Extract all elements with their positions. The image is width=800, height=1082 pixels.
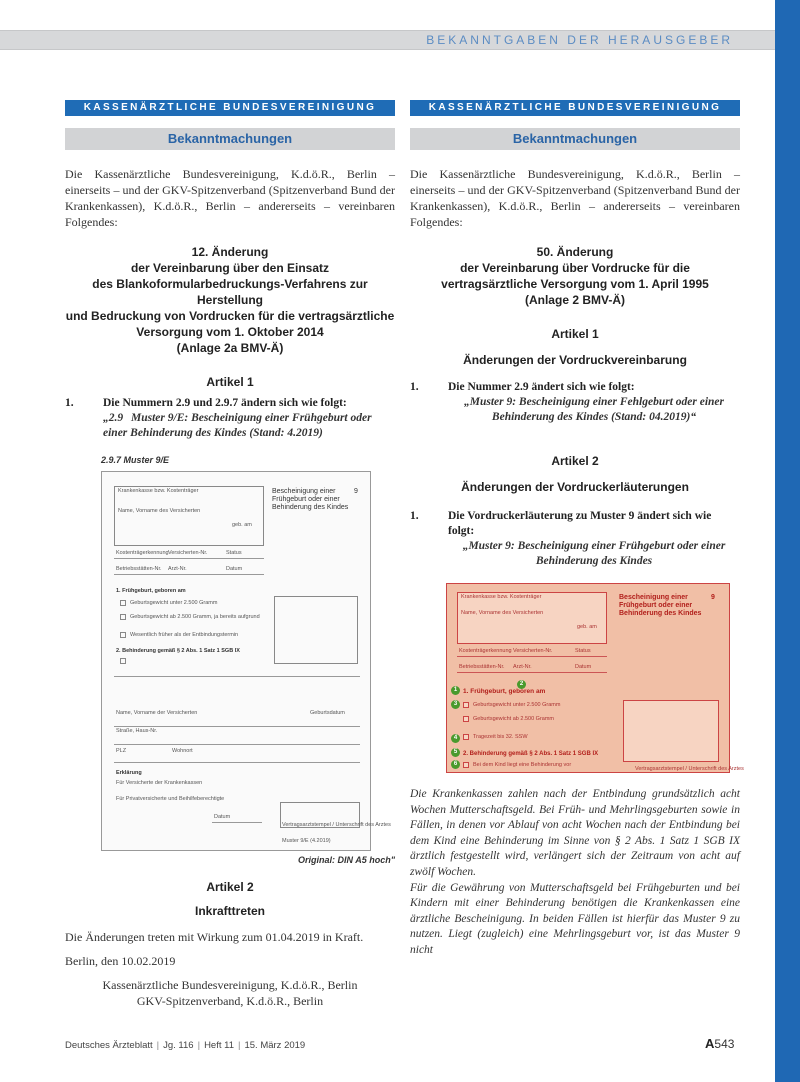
figure-caption: 2.9.7 Muster 9/E	[101, 455, 170, 465]
form-option: Geburtsgewicht unter 2.500 Gramm	[130, 600, 218, 606]
org-header: KASSENÄRZTLICHE BUNDESVEREINIGUNG	[410, 100, 740, 116]
intro-paragraph: Die Kassenärztliche Bundesvereinigung, K.d.ö.R., Berlin – einerseits – und der GKV-Spitzenverband (Spitzenverband Bund der Krankenkassen), K.d.ö.R., Berlin – andererseits – vereinbaren Folgendes:	[410, 167, 740, 229]
form-label: Datum	[226, 566, 243, 572]
form-title: Frühgeburt oder einer	[619, 602, 693, 609]
explanation-paragraph-2: Für die Gewährung von Mutterschaftsgeld bei Frühgeburten und bei Kindern mit einer Behinderung benötigen die Krankenkassen eine ärztliche Bescheinigung. In beiden Fällen ist hierfür das Muster 9 zu nutzen. Liegt (zugleich) eine Mehrlingsgeburt vor, ist das Muster 9 nicht	[410, 881, 740, 956]
stamp-box	[623, 700, 719, 762]
title-line: 12. Änderung	[191, 245, 269, 259]
page-prefix: A	[705, 1036, 715, 1051]
form-section: 2. Behinderung gemäß § 2 Abs. 1 Satz 1 SGB IX	[116, 648, 240, 654]
page-number	[705, 1036, 734, 1051]
title-line: 50. Änderung	[536, 245, 614, 259]
intro-paragraph: Die Kassenärztliche Bundesvereinigung, K.d.ö.R., Berlin – einerseits – und der GKV-Spitzenverband (Spitzenverband Bund der Krankenkassen), K.d.ö.R., Berlin – andererseits – vereinbaren Folgendes:	[65, 167, 395, 229]
form-note: Für Privatversicherte und Beihilfeberechtigte	[116, 796, 225, 802]
page-footer: Deutsches Ärzteblatt | Jg. 116 | Heft 11 | 15. März 2019	[65, 1040, 306, 1051]
title-line: Versorgung vom 1. Oktober 2014	[136, 325, 324, 339]
list-code: „2.9	[103, 412, 124, 424]
divider	[114, 574, 264, 575]
marker-badge: 6	[451, 760, 460, 769]
form-title: Behinderung des Kindes	[619, 610, 702, 617]
form-option: Geburtsgewicht unter 2.500 Gramm	[473, 702, 561, 708]
address-box	[114, 486, 264, 546]
left-column	[65, 100, 395, 1009]
list-subtext: „Muster 9: Bescheinigung einer Frühgeburt oder einer Behinderung des Kindes	[462, 540, 726, 567]
right-column	[410, 100, 744, 959]
list-number: 1.	[65, 397, 74, 409]
section-header-band	[0, 30, 775, 50]
list-item	[410, 380, 740, 425]
checkbox[interactable]	[463, 734, 469, 740]
article-2-title: Inkrafttreten	[194, 904, 265, 918]
form-label: Arzt-Nr.	[168, 566, 187, 572]
form-label: Vertragsarztstempel / Unterschrift des Arztes	[635, 766, 744, 772]
form-label: Krankenkasse bzw. Kostenträger	[461, 594, 542, 600]
form-label: Vertragsarztstempel / Unterschrift des Arztes	[282, 822, 391, 828]
form-title: Frühgeburt oder einer	[272, 496, 340, 503]
form-option: Geburtsgewicht ab 2.500 Gramm	[473, 716, 555, 722]
title-line: der Vereinbarung über Vordrucke für die	[460, 261, 690, 275]
form-label: PLZ	[116, 748, 127, 754]
org-header: KASSENÄRZTLICHE BUNDESVEREINIGUNG	[65, 100, 395, 116]
list-text: Die Nummern 2.9 und 2.9.7 ändern sich wie folgt:	[103, 397, 347, 409]
footer-volume: Jg. 116	[163, 1040, 194, 1051]
kind-header: Bekanntmachungen	[410, 128, 740, 150]
form-option: Bei dem Kind liegt eine Behinderung vor	[473, 762, 572, 768]
article-2-heading: Artikel 2	[206, 880, 254, 894]
stamp-box	[274, 596, 358, 664]
divider	[114, 558, 264, 559]
form-label: Datum	[214, 814, 231, 820]
checkbox[interactable]	[120, 658, 126, 664]
checkbox[interactable]	[120, 614, 126, 620]
footer-date: 15. März 2019	[244, 1040, 306, 1051]
checkbox[interactable]	[463, 716, 469, 722]
form-label: Betriebsstätten-Nr.	[116, 566, 162, 572]
divider	[457, 656, 607, 657]
divider	[457, 672, 607, 673]
marker-badge: 1	[451, 686, 460, 695]
effective-paragraph: Die Änderungen treten mit Wirkung zum 01.04.2019 in Kraft.	[65, 930, 364, 944]
title-line: vertragsärztliche Versorgung vom 1. April 1995	[441, 277, 709, 291]
form-label: Status	[226, 550, 242, 556]
form-label: Krankenkasse bzw. Kostenträger	[118, 488, 199, 494]
divider	[114, 676, 360, 677]
signatory-2: GKV-Spitzenverband, K.d.ö.R., Berlin	[136, 994, 324, 1008]
form-label: Datum	[575, 664, 592, 670]
amendment-title	[410, 244, 740, 308]
form-title: Bescheinigung einer	[619, 594, 688, 601]
list-number: 1.	[410, 510, 419, 522]
explanation-paragraph-1: Die Krankenkassen zahlen nach der Entbindung grundsätzlich acht Wochen Mutterschaftsgeld. Bei Früh- und Mehrlingsgeburten sowie in Fällen, in denen vor Ablauf von acht Wochen nach der Entbindung bei dem Kind eine Behinderung im Sinne von § 2 Abs. 1 Satz 1 SGB IX ärztlich festgestellt wird, verlängert sich der Zeitraum von acht auf zwölf Wochen.	[410, 788, 740, 878]
divider	[114, 744, 360, 745]
form-label: Status	[575, 648, 591, 654]
marker-badge: 4	[451, 734, 460, 743]
form-label: Wohnort	[172, 748, 193, 754]
kind-header: Bekanntmachungen	[65, 128, 395, 150]
title-line: und Bedruckung von Vordrucken für die vertragsärztliche	[65, 309, 395, 323]
list-text: Die Vordruckerläuterung zu Muster 9 ändert sich wie folgt:	[448, 510, 712, 537]
list-item	[65, 396, 395, 441]
form-footnote: Muster 9/E (4.2019)	[282, 838, 331, 844]
original-caption: Original: DIN A5 hoch"	[298, 855, 395, 865]
list-subtext: „Muster 9: Bescheinigung einer Fehlgeburt oder einer Behinderung des Kindes (Stand: 04.2019)“	[463, 396, 725, 423]
form-label: Arzt-Nr.	[513, 664, 532, 670]
list-number: 1.	[410, 381, 419, 393]
form-section: 2. Behinderung gemäß § 2 Abs. 1 Satz 1 SGB IX	[463, 751, 599, 757]
form-label: Name, Vorname des Versicherten	[461, 610, 544, 616]
marker-badge: 2	[517, 680, 526, 689]
page-value: 543	[714, 1037, 735, 1051]
footer-journal: Deutsches Ärzteblatt	[65, 1040, 153, 1051]
section-header: BEKANNTGABEN DER HERAUSGEBER	[426, 33, 733, 47]
form-label: geb. am	[232, 522, 252, 528]
form-label: Versicherten-Nr.	[513, 648, 553, 654]
list-text: Die Nummer 2.9 ändert sich wie folgt:	[448, 381, 635, 393]
form-section: Erklärung	[116, 770, 142, 776]
article-2-title: Änderungen der Vordruckerläuterungen	[461, 480, 689, 494]
form-section: 1. Frühgeburt, geboren am	[463, 688, 546, 695]
signatory-1: Kassenärztliche Bundesvereinigung, K.d.ö.R., Berlin	[102, 978, 358, 992]
article-1-title: Änderungen der Vordruckvereinbarung	[463, 353, 687, 367]
title-line: (Anlage 2 BMV-Ä)	[524, 293, 625, 307]
form-number: 9	[354, 488, 358, 495]
title-line: der Vereinbarung über den Einsatz	[130, 261, 330, 275]
form-label: Geburtsdatum	[310, 710, 345, 716]
form-option: Geburtsgewicht ab 2.500 Gramm, ja bereits aufgrund	[130, 614, 260, 620]
checkbox[interactable]	[463, 702, 469, 708]
form-label: Name, Vorname des Versicherten	[118, 508, 201, 514]
checkbox[interactable]	[120, 600, 126, 606]
article-1-heading: Artikel 1	[551, 327, 599, 341]
form-label: Straße, Haus-Nr.	[116, 728, 158, 734]
footer-issue: Heft 11	[204, 1040, 234, 1051]
article-1-heading: Artikel 1	[206, 375, 254, 389]
form-muster-9	[446, 583, 744, 773]
article-2-heading: Artikel 2	[551, 454, 599, 468]
form-option: Wesentlich früher als der Entbindungstermin	[130, 632, 239, 638]
form-muster-9e	[101, 471, 391, 851]
marker-badge: 3	[451, 700, 460, 709]
form-label: Betriebsstätten-Nr.	[459, 664, 505, 670]
form-note: Für Versicherte der Krankenkassen	[116, 780, 203, 786]
divider	[114, 726, 360, 727]
form-title: Bescheinigung einer	[272, 488, 336, 495]
form-label: geb. am	[577, 624, 597, 630]
form-label: Versicherten-Nr.	[168, 550, 208, 556]
form-option: Tragezeit bis 32. SSW	[473, 734, 528, 740]
checkbox[interactable]	[463, 762, 469, 768]
divider	[114, 762, 360, 763]
page-edge-bar	[775, 0, 800, 1082]
form-section: 1. Frühgeburt, geboren am	[116, 588, 186, 594]
form-label: Name, Vorname der Versicherten	[116, 710, 198, 716]
form-label: Kostenträgerkennung	[459, 648, 512, 654]
form-title: Behinderung des Kindes	[272, 504, 349, 511]
marker-badge: 5	[451, 748, 460, 757]
form-number: 9	[711, 594, 715, 601]
list-item	[410, 509, 740, 569]
divider	[212, 822, 262, 823]
checkbox[interactable]	[120, 632, 126, 638]
amendment-title	[65, 244, 395, 356]
place-date: Berlin, den 10.02.2019	[65, 954, 176, 968]
form-label: Kostenträgerkennung	[116, 550, 169, 556]
title-line: (Anlage 2a BMV-Ä)	[176, 341, 284, 355]
list-subtext: Muster 9/E: Bescheinigung einer Frühgeburt oder einer Behinderung des Kindes (Stand: 4.2019)	[103, 412, 372, 439]
title-line: des Blankoformularbedruckungs-Verfahrens zur Herstellung	[92, 277, 368, 307]
